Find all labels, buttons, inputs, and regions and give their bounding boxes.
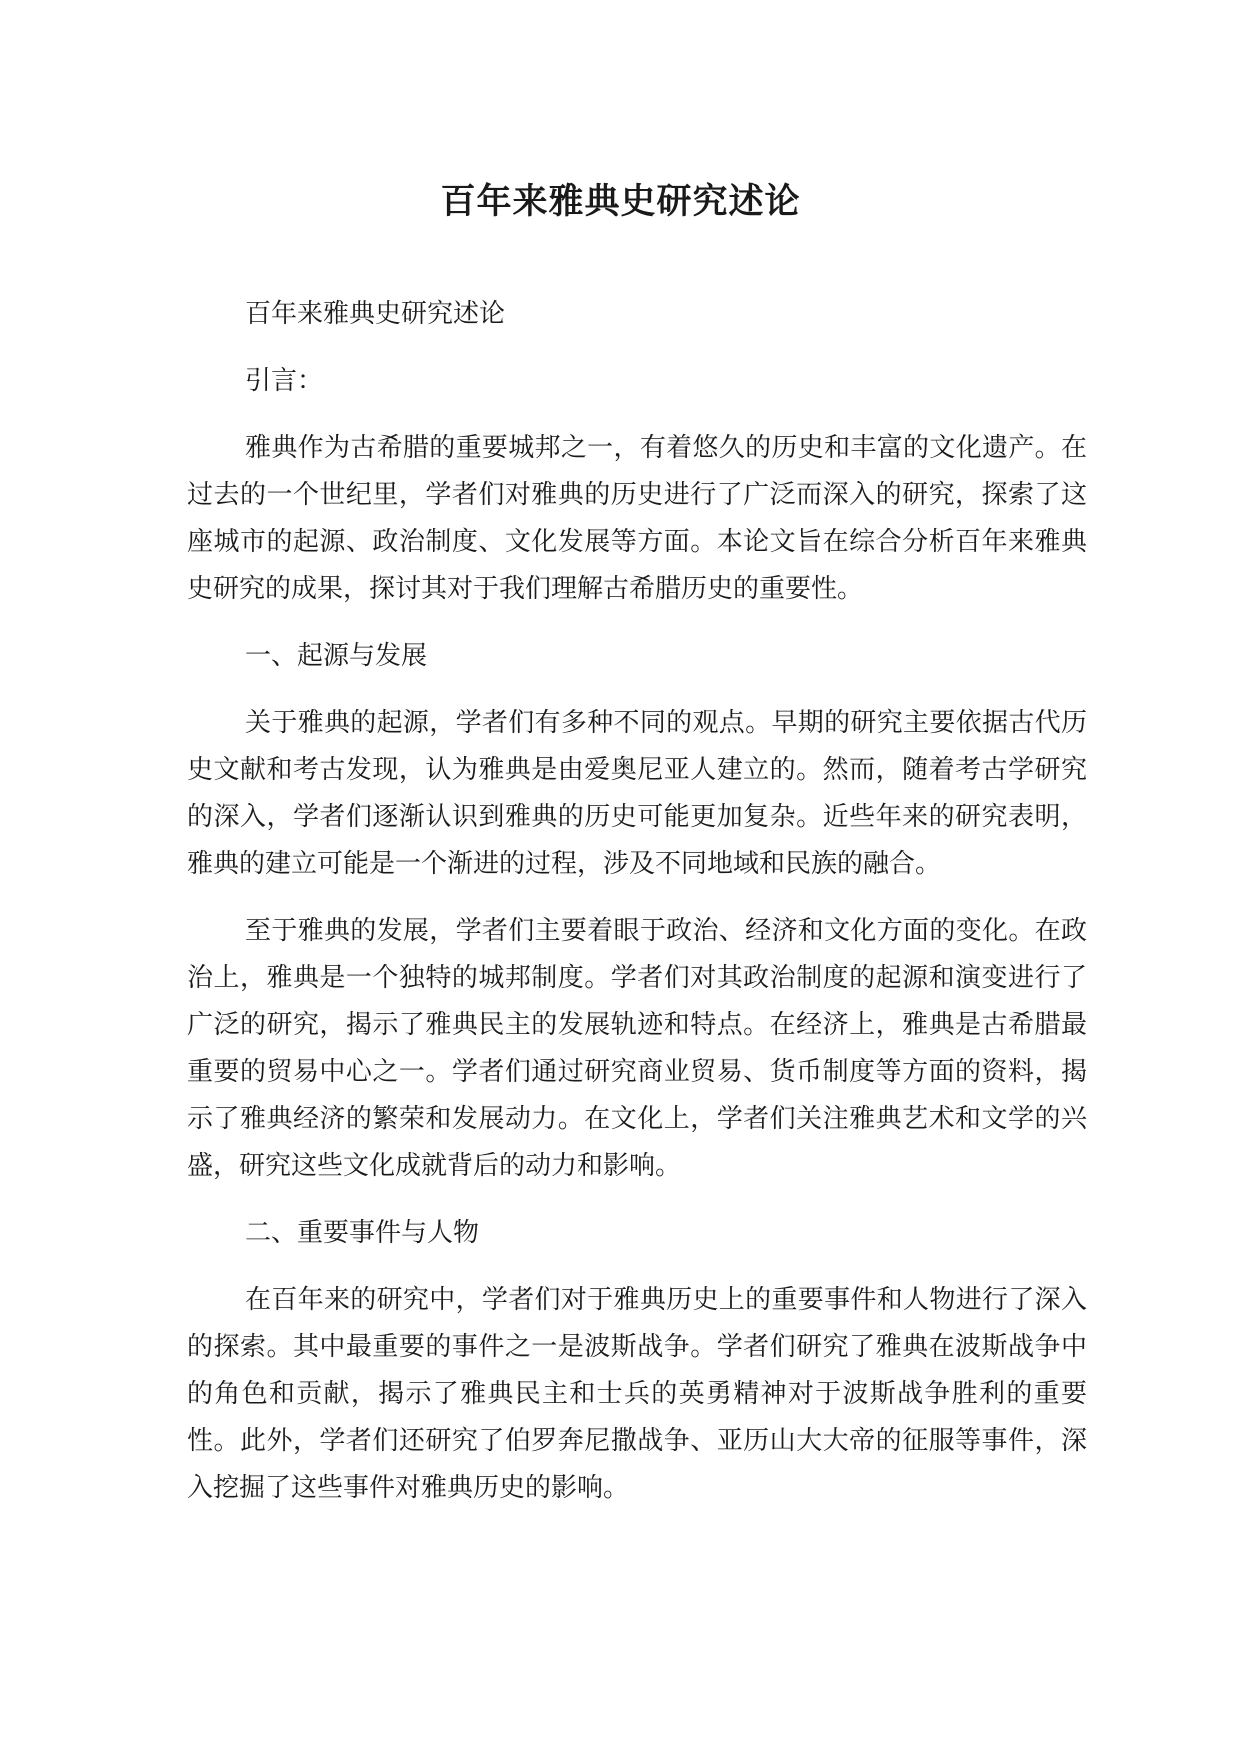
section-origin-paragraph-2: 至于雅典的发展，学者们主要着眼于政治、经济和文化方面的变化。在政治上，雅典是一个独特的城邦制度。学者们对其政治制度的起源和演变进行了广泛的研究，揭示了雅典民主的发展轨迹和特点。在经济上，雅典是古希腊最重要的贸易中心之一。学者们通过研究商业贸易、货币制度等方面的资料，揭示了雅典经济的繁荣和发展动力。在文化上，学者们关注雅典艺术和文学的兴盛，研究这些文化成就背后的动力和影响。 bbox=[187, 916, 1087, 1181]
section-heading-events: 二、重要事件与人物 bbox=[245, 1218, 480, 1248]
document-body bbox=[187, 291, 1087, 1532]
intro-label: 引言： bbox=[245, 366, 324, 396]
document-subtitle: 百年来雅典史研究述论 bbox=[245, 299, 506, 329]
section-origin-paragraph-1: 关于雅典的起源，学者们有多种不同的观点。早期的研究主要依据古代历史文献和考古发现，认为雅典是由爱奥尼亚人建立的。然而，随着考古学研究的深入，学者们逐渐认识到雅典的历史可能更加复杂。近些年来的研究表明，雅典的建立可能是一个渐进的过程，涉及不同地域和民族的融合。 bbox=[187, 708, 1087, 879]
document-title: 百年来雅典史研究述论 bbox=[440, 182, 801, 222]
intro-paragraph: 雅典作为古希腊的重要城邦之一，有着悠久的历史和丰富的文化遗产。在过去的一个世纪里，学者们对雅典的历史进行了广泛而深入的研究，探索了这座城市的起源、政治制度、文化发展等方面。本论文旨在综合分析百年来雅典史研究的成果，探讨其对于我们理解古希腊历史的重要性。 bbox=[187, 433, 1087, 604]
section-events-paragraph-1: 在百年来的研究中，学者们对于雅典历史上的重要事件和人物进行了深入的探索。其中最重要的事件之一是波斯战争。学者们研究了雅典在波斯战争中的角色和贡献，揭示了雅典民主和士兵的英勇精神对于波斯战争胜利的重要性。此外，学者们还研究了伯罗奔尼撒战争、亚历山大大帝的征服等事件，深入挖掘了这些事件对雅典历史的影响。 bbox=[187, 1285, 1087, 1503]
section-heading-origin: 一、起源与发展 bbox=[245, 641, 428, 671]
